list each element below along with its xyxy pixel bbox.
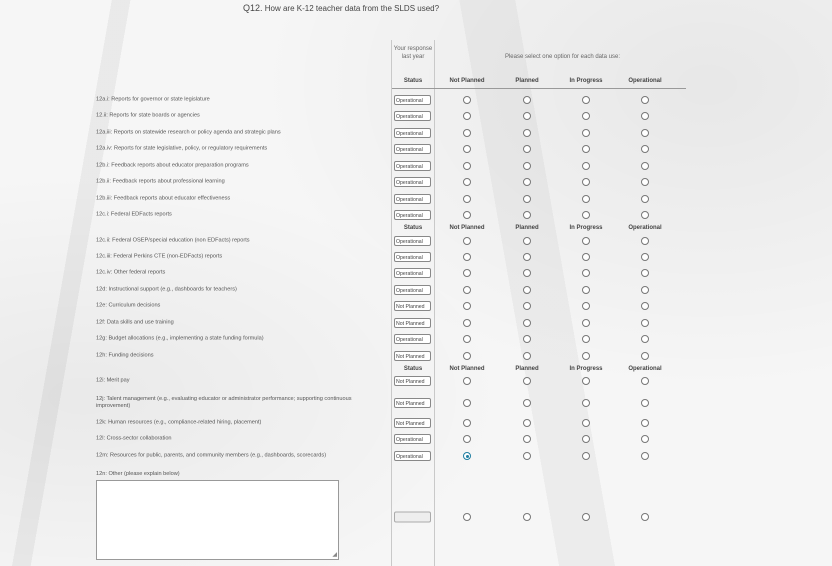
radio-in-progress[interactable] <box>582 452 590 460</box>
radio-not-planned[interactable] <box>463 129 471 137</box>
radio-not-planned[interactable] <box>463 319 471 327</box>
data-use-row <box>0 348 686 364</box>
row-label: 12.ii: Reports for state boards or agencies <box>96 112 200 119</box>
radio-not-planned[interactable] <box>463 335 471 343</box>
radio-planned[interactable] <box>523 352 531 360</box>
radio-not-planned[interactable] <box>463 302 471 310</box>
radio-operational[interactable] <box>641 302 649 310</box>
option-column-header: Operational <box>628 366 662 372</box>
question-number: Q12. <box>243 3 263 13</box>
radio-not-planned[interactable] <box>463 96 471 104</box>
radio-in-progress[interactable] <box>582 112 590 120</box>
radio-operational[interactable] <box>641 96 649 104</box>
row-label: 12c.iv: Other federal reports <box>96 269 166 276</box>
row-label: 12d: Instructional support (e.g., dashboards for teachers) <box>96 286 237 293</box>
radio-operational[interactable] <box>641 112 649 120</box>
radio-planned[interactable] <box>523 419 531 427</box>
radio-not-planned[interactable] <box>463 286 471 294</box>
radio-in-progress[interactable] <box>582 335 590 343</box>
radio-operational[interactable] <box>641 286 649 294</box>
data-use-row <box>0 298 686 314</box>
radio-planned[interactable] <box>523 319 531 327</box>
other-label: 12n: Other (please explain below) <box>96 471 180 477</box>
radio-in-progress[interactable] <box>582 237 590 245</box>
data-use-row <box>0 249 686 265</box>
row-label: 12b.ii: Feedback reports about professional learning <box>96 178 225 185</box>
row-label: 12a.iii: Reports on statewide research or policy agenda and strategic plans <box>96 129 281 136</box>
row-label: 12c.i: Federal EDFacts reports <box>96 211 172 218</box>
status-last-year-box: Operational <box>394 177 431 187</box>
data-use-row <box>0 108 686 124</box>
row-label: 12b.iii: Feedback reports about educator effectiveness <box>96 195 231 202</box>
radio-in-progress[interactable] <box>582 399 590 407</box>
radio-operational[interactable] <box>641 377 649 385</box>
radio-not-planned[interactable] <box>463 195 471 203</box>
radio-planned[interactable] <box>523 286 531 294</box>
status-last-year-box: Not Planned <box>394 318 431 328</box>
data-use-row <box>0 331 686 347</box>
radio-planned[interactable] <box>523 237 531 245</box>
option-column-header: Not Planned <box>449 225 485 231</box>
row-label: 12l: Cross-sector collaboration <box>96 435 172 442</box>
status-last-year-box: Not Planned <box>394 301 431 311</box>
status-last-year-box: Operational <box>394 268 431 278</box>
status-last-year-box: Not Planned <box>394 376 431 386</box>
option-column-header: Not Planned <box>449 78 485 84</box>
radio-planned[interactable] <box>523 435 531 443</box>
data-use-row <box>0 448 686 464</box>
status-last-year-box: Operational <box>394 95 431 105</box>
data-use-row <box>0 373 686 389</box>
radio-in-progress[interactable] <box>582 513 590 521</box>
radio-in-progress[interactable] <box>582 211 590 219</box>
status-last-year-box: Operational <box>394 236 431 246</box>
row-label: 12h: Funding decisions <box>96 352 154 359</box>
row-label: 12c.ii: Federal OSEP/special education (non EDFacts) reports <box>96 237 250 244</box>
data-use-row <box>0 158 686 174</box>
radio-operational[interactable] <box>641 399 649 407</box>
radio-planned[interactable] <box>523 178 531 186</box>
option-column-header: Planned <box>515 225 539 231</box>
option-column-header: Planned <box>515 78 539 84</box>
question-title <box>243 3 439 13</box>
response-last-year-header: Your response last year <box>393 46 433 60</box>
radio-operational[interactable] <box>641 162 649 170</box>
radio-planned[interactable] <box>523 145 531 153</box>
radio-not-planned[interactable] <box>463 112 471 120</box>
radio-in-progress[interactable] <box>582 96 590 104</box>
data-use-row <box>0 125 686 141</box>
radio-in-progress[interactable] <box>582 419 590 427</box>
option-column-header: In Progress <box>569 225 603 231</box>
radio-not-planned[interactable] <box>463 435 471 443</box>
radio-not-planned[interactable] <box>463 377 471 385</box>
radio-not-planned[interactable] <box>463 178 471 186</box>
data-use-row <box>0 431 686 447</box>
option-column-header: Planned <box>515 366 539 372</box>
row-label: 12b.i: Feedback reports about educator preparation programs <box>96 162 249 169</box>
data-use-row <box>0 393 686 413</box>
radio-in-progress[interactable] <box>582 286 590 294</box>
data-use-row <box>0 233 686 249</box>
data-use-row <box>0 174 686 190</box>
data-use-row <box>0 265 686 281</box>
radio-not-planned[interactable] <box>463 452 471 460</box>
radio-operational[interactable] <box>641 237 649 245</box>
radio-not-planned[interactable] <box>463 399 471 407</box>
radio-not-planned[interactable] <box>463 352 471 360</box>
radio-operational[interactable] <box>641 145 649 153</box>
radio-in-progress[interactable] <box>582 352 590 360</box>
status-column-header: Status <box>403 225 423 231</box>
data-use-row <box>0 315 686 331</box>
status-last-year-box: Operational <box>394 252 431 262</box>
radio-operational[interactable] <box>641 253 649 261</box>
question-text: How are K-12 teacher data from the SLDS used? <box>264 4 440 13</box>
radio-not-planned[interactable] <box>463 419 471 427</box>
option-column-header: Not Planned <box>449 366 485 372</box>
data-use-row <box>0 141 686 157</box>
status-last-year-box: Operational <box>394 111 431 121</box>
radio-operational[interactable] <box>641 269 649 277</box>
status-last-year-box: Operational <box>394 210 431 220</box>
status-last-year-box: Operational <box>394 194 431 204</box>
data-use-row <box>0 207 686 223</box>
radio-operational[interactable] <box>641 195 649 203</box>
radio-planned[interactable] <box>523 377 531 385</box>
status-last-year-box: Operational <box>394 285 431 295</box>
status-column-header: Status <box>403 366 423 372</box>
other-status-box <box>394 512 431 523</box>
option-column-header: In Progress <box>569 78 603 84</box>
data-use-row <box>0 92 686 108</box>
status-last-year-box: Operational <box>394 451 431 461</box>
radio-operational[interactable] <box>641 513 649 521</box>
row-label: 12k: Human resources (e.g., compliance-related hiring, placement) <box>96 419 262 426</box>
status-last-year-box: Not Planned <box>394 418 431 428</box>
other-row <box>0 509 686 525</box>
radio-planned[interactable] <box>523 452 531 460</box>
radio-not-planned[interactable] <box>463 145 471 153</box>
option-column-header: Operational <box>628 78 662 84</box>
option-column-header: Operational <box>628 225 662 231</box>
status-last-year-box: Not Planned <box>394 398 431 408</box>
radio-planned[interactable] <box>523 399 531 407</box>
header-rule <box>392 88 686 89</box>
instruction-text: Please select one option for each data use: <box>504 54 621 60</box>
radio-operational[interactable] <box>641 435 649 443</box>
row-label: 12a.i: Reports for governor or state legislature <box>96 96 210 103</box>
radio-not-planned[interactable] <box>463 269 471 277</box>
radio-planned[interactable] <box>523 112 531 120</box>
status-last-year-box: Operational <box>394 144 431 154</box>
radio-planned[interactable] <box>523 129 531 137</box>
row-label: 12j: Talent management (e.g., evaluating educator or administrator performance; supporting continuous improvement) <box>96 396 352 409</box>
radio-in-progress[interactable] <box>582 178 590 186</box>
row-label: 12f: Data skills and use training <box>96 319 174 326</box>
data-use-row <box>0 415 686 431</box>
radio-in-progress[interactable] <box>582 377 590 385</box>
radio-operational[interactable] <box>641 211 649 219</box>
radio-planned[interactable] <box>523 162 531 170</box>
radio-not-planned[interactable] <box>463 211 471 219</box>
radio-planned[interactable] <box>523 269 531 277</box>
row-label: 12e: Curriculum decisions <box>96 302 161 309</box>
option-column-header: In Progress <box>569 366 603 372</box>
row-label: 12g: Budget allocations (e.g., implementing a state funding formula) <box>96 335 264 342</box>
radio-operational[interactable] <box>641 129 649 137</box>
radio-planned[interactable] <box>523 302 531 310</box>
status-column-header: Status <box>403 78 423 84</box>
status-last-year-box: Not Planned <box>394 351 431 361</box>
status-last-year-box: Operational <box>394 334 431 344</box>
radio-in-progress[interactable] <box>582 195 590 203</box>
radio-in-progress[interactable] <box>582 162 590 170</box>
row-label: 12a.iv: Reports for state legislative, policy, or regulatory requirements <box>96 145 268 152</box>
radio-planned[interactable] <box>523 335 531 343</box>
radio-in-progress[interactable] <box>582 129 590 137</box>
radio-operational[interactable] <box>641 319 649 327</box>
radio-operational[interactable] <box>641 452 649 460</box>
radio-in-progress[interactable] <box>582 145 590 153</box>
row-label: 12c.iii: Federal Perkins CTE (non-EDFacts) reports <box>96 253 223 260</box>
status-last-year-box: Operational <box>394 128 431 138</box>
radio-planned[interactable] <box>523 96 531 104</box>
resize-grip-icon[interactable]: ◢ <box>332 552 337 558</box>
radio-not-planned[interactable] <box>463 237 471 245</box>
radio-not-planned[interactable] <box>463 253 471 261</box>
status-last-year-box: Operational <box>394 434 431 444</box>
radio-operational[interactable] <box>641 419 649 427</box>
row-label: 12m: Resources for public, parents, and community members (e.g., dashboards, scorecards) <box>96 452 327 459</box>
radio-in-progress[interactable] <box>582 302 590 310</box>
radio-operational[interactable] <box>641 178 649 186</box>
row-label: 12i: Merit pay <box>96 377 130 384</box>
radio-operational[interactable] <box>641 335 649 343</box>
status-last-year-box: Operational <box>394 161 431 171</box>
radio-in-progress[interactable] <box>582 435 590 443</box>
radio-in-progress[interactable] <box>582 269 590 277</box>
radio-planned[interactable] <box>523 211 531 219</box>
radio-operational[interactable] <box>641 352 649 360</box>
radio-in-progress[interactable] <box>582 319 590 327</box>
radio-planned[interactable] <box>523 195 531 203</box>
data-use-row <box>0 191 686 207</box>
data-use-row <box>0 282 686 298</box>
radio-planned[interactable] <box>523 513 531 521</box>
radio-planned[interactable] <box>523 253 531 261</box>
radio-in-progress[interactable] <box>582 253 590 261</box>
radio-not-planned[interactable] <box>463 513 471 521</box>
radio-not-planned[interactable] <box>463 162 471 170</box>
